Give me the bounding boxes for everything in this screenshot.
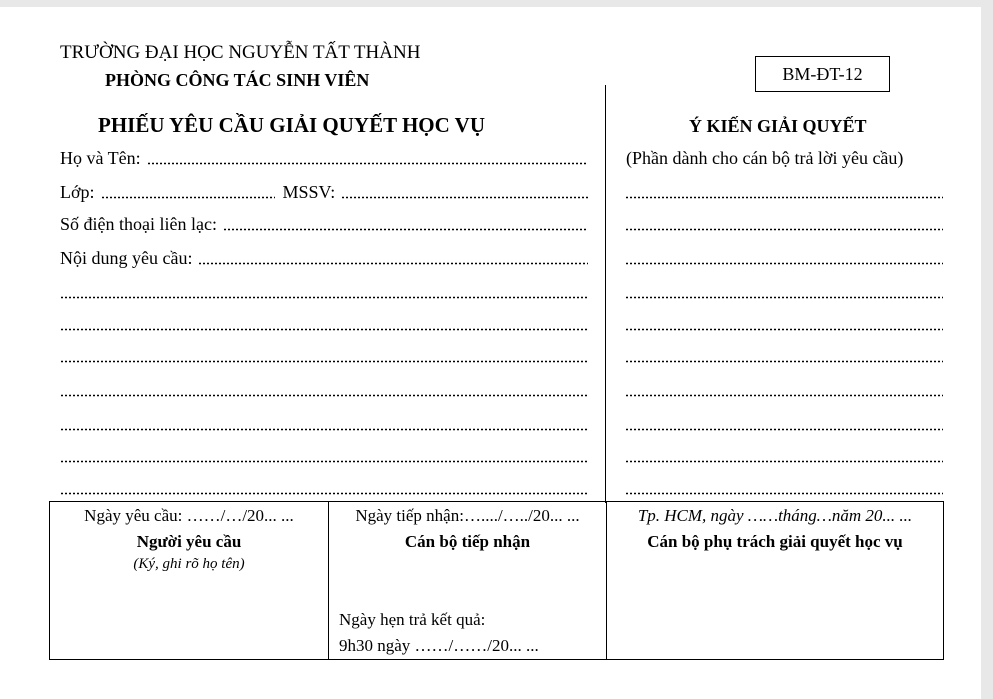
request-fill-line[interactable]	[60, 428, 588, 431]
answer-fill-line[interactable]	[625, 428, 943, 431]
university-name: TRƯỜNG ĐẠI HỌC NGUYỄN TẤT THÀNH	[60, 42, 421, 63]
name-field-row	[60, 147, 588, 169]
request-fill-line[interactable]	[60, 328, 588, 331]
name-fill-line[interactable]	[147, 162, 588, 165]
request-line	[60, 379, 588, 401]
request-line	[60, 281, 588, 303]
answer-line	[625, 379, 943, 401]
class-student-id-row	[60, 181, 588, 203]
receiver-title: Cán bộ tiếp nhận	[404, 532, 531, 551]
answer-line	[625, 281, 943, 303]
window-top-border	[0, 0, 993, 7]
answer-fill-line[interactable]	[625, 460, 943, 463]
answer-line	[625, 445, 943, 467]
phone-fill-line[interactable]	[223, 228, 588, 231]
phone-field-row	[60, 213, 588, 235]
request-line	[60, 477, 588, 499]
class-fill-line[interactable]	[101, 196, 275, 199]
resolver-title: Cán bộ phụ trách giải quyết học vụ	[647, 532, 903, 551]
department-name: PHÒNG CÔNG TÁC SINH VIÊN	[105, 70, 370, 90]
request-line	[60, 413, 588, 435]
resolution-subtitle: (Phần dành cho cán bộ trả lời yêu cầu)	[626, 148, 904, 168]
receive-date: Ngày tiếp nhận:…..../…../20... ...	[355, 506, 580, 525]
resolution-title: Ý KIẾN GIẢI QUYẾT	[689, 116, 867, 136]
requester-sign-note: (Ký, ghi rõ họ tên)	[133, 556, 245, 572]
form-code-box	[755, 56, 890, 92]
answer-line	[625, 345, 943, 367]
form-code: BM-ĐT-12	[782, 63, 863, 84]
request-field-row	[60, 247, 588, 269]
receiver-cell	[329, 502, 607, 659]
window-right-border	[981, 0, 993, 699]
request-line	[60, 313, 588, 335]
requester-cell	[50, 502, 329, 659]
answer-line	[625, 181, 943, 203]
student-id-label: MSSV:	[282, 182, 336, 202]
answer-line	[625, 313, 943, 335]
answer-fill-line[interactable]	[625, 360, 943, 363]
class-label: Lớp:	[60, 182, 95, 202]
appointment-time: 9h30 ngày ……/……/20... ...	[339, 636, 539, 655]
column-divider	[605, 85, 606, 503]
request-line	[60, 345, 588, 367]
request-fill-line[interactable]	[60, 492, 588, 495]
request-fill-line[interactable]	[60, 394, 588, 397]
request-date: Ngày yêu cầu: ……/…/20... ...	[84, 506, 294, 525]
request-fill-line[interactable]	[60, 460, 588, 463]
request-fill-line[interactable]	[60, 296, 588, 299]
resolver-cell	[607, 502, 943, 659]
request-line	[60, 445, 588, 467]
answer-fill-line[interactable]	[625, 328, 943, 331]
answer-line	[625, 413, 943, 435]
resolve-date: Tp. HCM, ngày ……tháng…năm 20... ...	[637, 506, 913, 525]
answer-line	[625, 213, 943, 235]
signature-table	[49, 501, 944, 660]
answer-line	[625, 247, 943, 269]
answer-fill-line[interactable]	[625, 492, 943, 495]
student-id-fill-line[interactable]	[341, 196, 588, 199]
form-title: PHIẾU YÊU CẦU GIẢI QUYẾT HỌC VỤ	[98, 113, 485, 137]
request-label: Nội dung yêu cầu:	[60, 248, 193, 268]
appointment-label: Ngày hẹn trả kết quả:	[339, 610, 486, 629]
answer-fill-line[interactable]	[625, 196, 943, 199]
request-fill-line[interactable]	[198, 262, 588, 265]
answer-fill-line[interactable]	[625, 394, 943, 397]
answer-fill-line[interactable]	[625, 296, 943, 299]
answer-fill-line[interactable]	[625, 228, 943, 231]
request-fill-line[interactable]	[60, 360, 588, 363]
answer-fill-line[interactable]	[625, 262, 943, 265]
name-label: Họ và Tên:	[60, 148, 141, 168]
requester-title: Người yêu cầu	[136, 532, 242, 551]
phone-label: Số điện thoại liên lạc:	[60, 214, 217, 234]
answer-line	[625, 477, 943, 499]
